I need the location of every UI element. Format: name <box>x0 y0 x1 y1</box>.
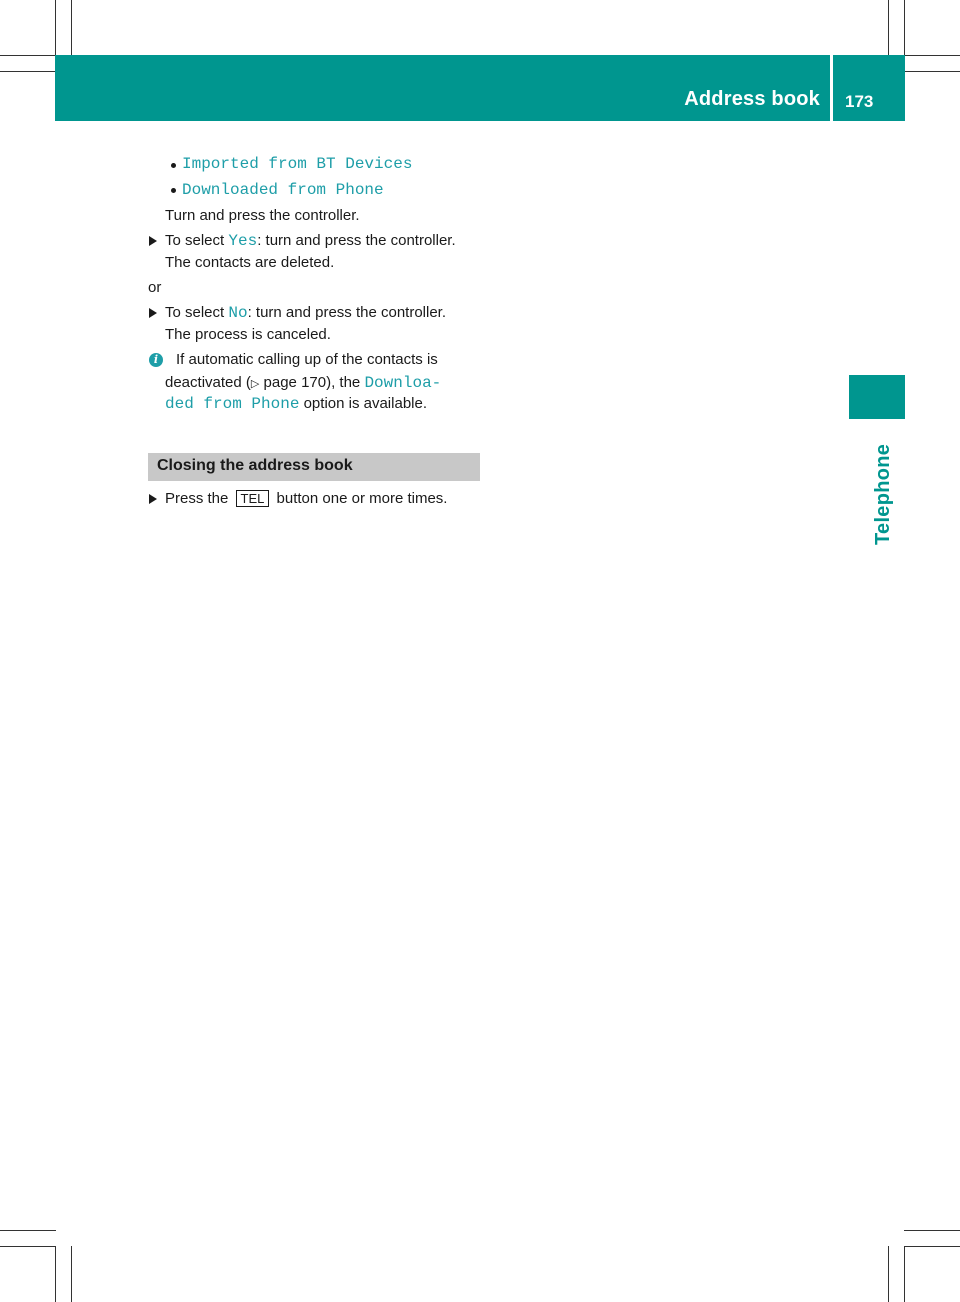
info-line-2 <box>165 373 441 394</box>
info-text: deactivated ( <box>165 374 251 391</box>
crop-mark <box>0 1246 56 1247</box>
page-ref-icon: ▷ <box>250 378 260 390</box>
crop-mark <box>904 1246 905 1302</box>
option-yes: Yes <box>228 232 258 250</box>
option-downloaded-phone: Downloaded from Phone <box>182 181 384 199</box>
step-press-tel <box>165 489 447 509</box>
chapter-tab-marker <box>849 375 905 419</box>
chapter-tab-label: Telephone <box>872 443 894 545</box>
info-text: option is available. <box>299 395 428 412</box>
section-title: Closing the address book <box>157 457 353 474</box>
crop-mark <box>904 55 960 56</box>
step-result: The process is canceled. <box>165 326 331 343</box>
step-suffix: : turn and press the controller. <box>257 232 456 249</box>
step-prefix: To select <box>165 232 229 249</box>
step-result: The contacts are deleted. <box>165 254 335 271</box>
crop-mark <box>904 1230 960 1231</box>
step-prefix: Press the <box>165 490 233 507</box>
crop-mark <box>0 55 56 56</box>
crop-mark <box>888 1246 889 1302</box>
page-reference: page 170), the <box>259 374 365 391</box>
crop-mark <box>904 0 905 56</box>
tel-key-icon: TEL <box>236 490 270 507</box>
header-divider <box>830 55 833 121</box>
step-arrow-icon <box>149 236 157 246</box>
step-suffix: : turn and press the controller. <box>247 304 447 321</box>
or-text: or <box>148 279 162 296</box>
crop-mark <box>904 71 960 72</box>
option-downloaded-part2: ded from Phone <box>165 395 300 413</box>
step-arrow-icon <box>149 308 157 318</box>
crop-mark <box>0 71 56 72</box>
page-number: 173 <box>845 92 874 111</box>
crop-mark <box>71 0 72 56</box>
step-prefix: To select <box>165 304 229 321</box>
bullet-icon <box>171 163 176 168</box>
option-no: No <box>228 304 248 322</box>
step-arrow-icon <box>149 494 157 504</box>
crop-mark <box>71 1246 72 1302</box>
step-select-no <box>165 303 446 323</box>
crop-mark <box>55 1246 56 1302</box>
step-select-yes <box>165 231 456 251</box>
info-line-1: If automatic calling up of the contacts is <box>176 351 438 368</box>
option-imported-bt: Imported from BT Devices <box>182 155 413 173</box>
crop-mark <box>55 0 56 56</box>
bullet-icon <box>171 188 176 193</box>
instruction-text: Turn and press the controller. <box>165 207 360 224</box>
info-icon: i <box>149 353 163 367</box>
option-downloaded-part1: Downloa‐ <box>364 374 442 392</box>
crop-mark <box>0 1230 56 1231</box>
step-suffix: button one or more times. <box>272 490 448 507</box>
info-line-3 <box>165 394 427 414</box>
crop-mark <box>904 1246 960 1247</box>
crop-mark <box>888 0 889 56</box>
page-title: Address book <box>684 88 820 110</box>
